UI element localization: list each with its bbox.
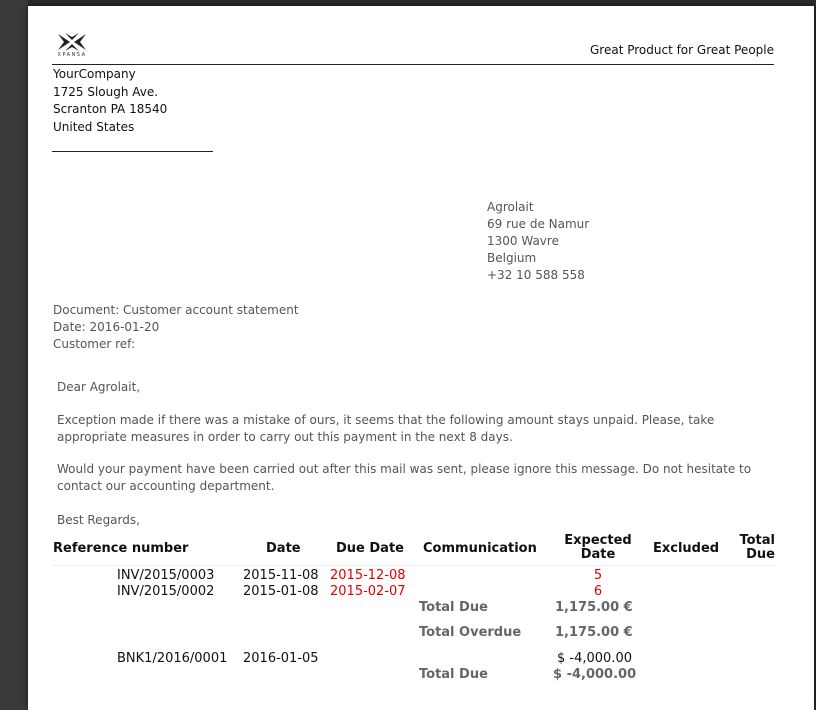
- header-date: Date: [266, 541, 301, 556]
- total-due-label: Total Due: [419, 600, 488, 615]
- row-due-date: 2015-12-08: [330, 568, 406, 583]
- letter-paragraph: Exception made if there was a mistake of ours, it seems that the following amount stays unpaid. Please, take appropriate measures in order to carry out this payment in the next 8 days.: [57, 413, 715, 444]
- document-date: Date: 2016-01-20: [53, 320, 160, 334]
- header-due-date: Due Date: [336, 541, 404, 556]
- row-amount: $ -4,000.00: [557, 651, 632, 666]
- total-due-label: Total Due: [419, 667, 488, 682]
- partner-street: 69 rue de Namur: [487, 217, 590, 231]
- total-overdue-label: Total Overdue: [419, 625, 522, 640]
- row-reference: INV/2015/0003: [117, 568, 215, 583]
- row-expected: 5: [593, 568, 603, 583]
- company-street: 1725 Slough Ave.: [53, 84, 159, 99]
- header-total-line2: Due: [746, 547, 775, 562]
- letter-paragraph: Would your payment have been carried out after this mail was sent, please ignore this message. Do not hesitate to contact our accounting department.: [57, 462, 752, 493]
- partner-name: Agrolait: [487, 200, 534, 214]
- header-excluded: Excluded: [653, 541, 720, 556]
- table-header-divider: [52, 565, 774, 566]
- total-overdue-value: 1,175.00 €: [555, 625, 633, 640]
- header-total-line1: Total: [739, 533, 775, 548]
- company-city: Scranton PA 18540: [53, 102, 168, 116]
- logo-text: XPANSA: [57, 52, 87, 58]
- letter-greeting: Dear Agrolait,: [57, 380, 141, 394]
- total-due-value: $ -4,000.00: [553, 667, 637, 682]
- letter-closing: Best Regards,: [57, 513, 140, 527]
- row-due-date: 2015-02-07: [330, 584, 406, 599]
- partner-phone: +32 10 588 558: [487, 268, 585, 282]
- header-expected-line2: Date: [580, 547, 616, 562]
- header-communication: Communication: [423, 541, 537, 556]
- row-date: 2015-01-08: [243, 584, 319, 599]
- company-slogan: Great Product for Great People: [589, 43, 774, 57]
- row-expected: 6: [593, 584, 603, 599]
- document-type: Document: Customer account statement: [53, 303, 299, 317]
- header-expected-date: [558, 534, 638, 562]
- backdrop-panel: [0, 0, 28, 710]
- company-country: United States: [53, 119, 135, 134]
- total-due-value: 1,175.00 €: [555, 600, 633, 615]
- row-date: 2015-11-08: [243, 568, 319, 583]
- partner-country: Belgium: [487, 251, 537, 265]
- header-expected-line1: Expected: [564, 533, 632, 548]
- header-reference: Reference number: [53, 541, 189, 556]
- row-reference: INV/2015/0002: [117, 584, 215, 599]
- customer-ref: Customer ref:: [53, 337, 135, 351]
- header-total-due: [728, 534, 775, 562]
- row-date: 2016-01-05: [243, 651, 319, 666]
- partner-city: 1300 Wavre: [487, 234, 559, 248]
- row-reference: BNK1/2016/0001: [117, 651, 228, 666]
- company-name: YourCompany: [53, 67, 136, 81]
- statement-table: [28, 6, 814, 710]
- statement-page: [28, 6, 814, 710]
